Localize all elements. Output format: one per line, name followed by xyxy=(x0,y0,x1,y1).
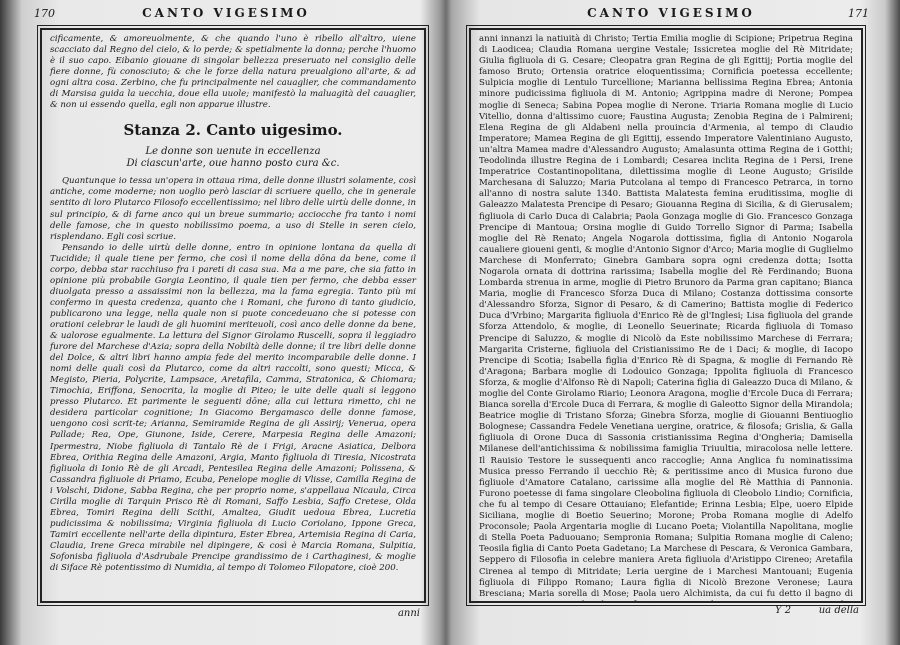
left-intro-paragraph: cificamente, & amoreuolmente, & che quando l'uno è ribello all'altro, uiene scacciato dal Regno del cielo, & lo perde; & spetialmente la donna; perche l'huomo è il suo capo. Eibanio giouane di singolar bellezza preseruato nel consiglio delle fiere donne, fù conosciuto; & che le forze della natura preualgiono all'arte, & ad ogni altra cosa. Zerbino, che fu principalmente nel cauaglier, che commandamento di Marsisa guida la uecchia, doue ella uuole; manifestò la maluagità del cauaglier, & non ui essendo quella, egli non apparue illustre. xyxy=(50,34,416,111)
right-text-block xyxy=(471,30,861,603)
right-page-header xyxy=(455,6,887,24)
left-body-paragraph-2: Pensando io delle uirtù delle donne, entro in opinione lontana da quella di Tucidide; il quale tiene per fermo, che così il nome della dōna da bene, come il corpo, debba star racchiuso fra i pareti di casa sua. Ma a me pare, che sia fatto in opinione più probabile Gorgia Leontino, il quale tien per fermo, che debba esser diuolgata presso a assaissimi non la bellezza, ma la fama egregia. Tanto più mi confermo in questa credenza, quanto che i Romani, che furono di tanto giudicio, publicarono una legge, nella quale non si puote concedeuano che si potesse con orationi celebrar le laudi de gli huomini meriteuoli, così anco delle donne da bene, & ualorose egualmente. La lettura del Signor Girolamo Ruscelli, sopra il leggiadro furore del Marchese d'Azia; sopra della Nobiltà delle donne; il tre libri delle donne del Dolce, & altri libri hanno ampia fede del merito incomparabile delle donne. I nomi delle quali così da Plutarco, come da altri raccolti, sono questi; Micca, & Megisto, Pieria, Polycrite, Lampsace, Aretafila, Camma, Stratonica, & Chiomara; Timochia, Eriffona, Senocrita, la moglie di Piteo; le uite delle quali si leggono presso Plutarco. Et parimente le seguenti dōne; alla cui lettura rimetto, chi ne desidera particolar cognitione; In Giacomo Bergamasco delle donne famose, uengono così scrit-te; Arianna, Semiramide Regina de gli Assirij; Venerua, opera Pallade; Rea, Ope, Giunone, Iside, Cerere, Marpesia Regina delle Amazoni; Ipermestra, Niobe figliuola di Tantalo Rè de i Frigi, Aracne Asiatica, Delbora Ebrea, Orithia Regina delle Amazoni, Argia, Manto figliuola di Tiresia, Nicostrata figliuola di Ionio Rè de gli Arcadi, Pentesilea Regina delle Amazoni; Polissena, & Cassandra figliuole di Priamo, Ecuba, Penelope moglie di Vlisse, Camilla Regina de i Volschi, Didone, Sabba Regina, che per proprio nome, s'appellaua Nicaula, Circa Cirilla moglie di Tarquin Prisco Rè di Romani, Saffo Lesbia, Saffo Cretese, Olda Ebrea, Tomiri Regina delli Scithi, Amaltea, Giudit uedoua Ebrea, Lucretia pudicissima & nobilissima; Virginia figliuola di Lucio Coriolano, Ippone Greca, Tamiri eccellente nell'arte della dipintura, Ester Ebrea, Artemisia Regina di Caria, Claudia, Irene Greca mirabile nel dipingere, & così è Marcia Romana, Sulpitia, Sofonisba figliuola d'Asdrubale Prencipe grandissimo de i Carthaginesi, & moglie di Siface Rè potentissimo di Numidia, al tempo di Tolomeo Filopatore, cioè 200. xyxy=(50,242,416,574)
epigraph-line-1: Le donne son uenute in eccellenza xyxy=(145,146,321,158)
left-page xyxy=(12,0,440,645)
signature-mark: Y 2 xyxy=(775,605,792,616)
epigraph-line-2: Di ciascun'arte, oue hanno posto cura &c. xyxy=(126,158,340,170)
left-body-paragraph-1: Quantunque io tessa un'opera in ottaua rima, delle donne illustri solamente, così antiche, come moderne; non uoglio però lasciar di scriuere quello, che in generale sentito di loro Plutarco Filosofo eccellentissimo; nel libro delle uirtù delle donne, in sul principio, & di farne anco qui un breue summario; acciocche fra tanto i nomi delle famose, che in questo nobilissimo poema, a uso di Stelle in seren cielo, risplendano. Egli così scriue. xyxy=(50,176,416,242)
left-footer xyxy=(398,608,420,619)
left-page-header xyxy=(12,6,440,24)
right-footer xyxy=(485,605,859,619)
left-running-head: CANTO VIGESIMO xyxy=(142,6,310,20)
right-text-frame xyxy=(469,28,863,603)
right-body-paragraph: anni innanzi la natiuità di Christo; Tertia Emilia moglie di Scipione; Pripetrua Regina di Laodicea; Claudia Romana uergine Vestale; Issicretea moglie del Rè Mitridate; Giulia figliuola di G. Cesare; Cleopatra gran Regina de gli Egittij; Portia moglie del famoso Bruto; Ortensia oratrice eloquentissima; Cornificia poetessa eccellente; Sulpicia moglie di Lentulo Turcellione; Marianna bellissima Regina Ebrea; Antonia minore pudicissima figliuola di M. Antonio; Agrippina madre di Nerone; Pompea moglie di Seneca; Sabina Popea moglie di Nerone. Triaria Romana moglie di Lucio Vitellio, donna d'altissimo cuore; Faustina Augusta; Zenobia Regina de i Palmireni; Elena Regina de gli Aldabeni nella prouincia d'Armenia, al tempo di Claudio Imperatore; Mamea Regina de gli Egittij, essendo Imperatore Valentiniano Augusto, un'altra Mamea madre d'Alessandro Augusto; Amalasunta ottima Regina de i Gotthi; Teodolinda illustre Regina de i Lombardi; Cesarea inclita Regina de i Persi, Irene Imperatrice Costantinopolitana, dilettissima moglie di Leone Augusto; Grisilde Marchesana di Saluzzo; Maria Putcolana al tempo di Francesco Petrarca, in torno all'anno di nostra salute 1340. Battista Malatesta femina eruditissima, moglie di Galeazzo Malatesta Prencipe di Pesaro; Giouanna Regina di Sicilia, & di Gierusalem; figliuola di Carlo Duca di Calabria; Paola Gonzaga moglie di Gio. Francesco Gonzaga Prencipe di Mantoua; Orsina moglie di Guido Torrello Signor di Parma; Isabella moglie del Rè Renato; Angela Nogarola dottissima, figlia di Antonio Nogarola caualiere gioueni genti, & moglie d'Antonio Signor d'Arco; Maria moglie di Guglielmo Marchese di Monferrato; Ginebra Gambara sopra ogni credenza dotta; Isotta Nogarola ornata di dottrina rarissima; Isabella moglie del Rè Ferdinando; Buona Lombarda strenua in arme, moglie di Pietro Brunoro da Parma gran capitano; Bianca Maria, moglie di Francesco Sforza Duca di Milano; Costanza dottissima consorte d'Alessandro Sforza, Signor di Pesaro, & di Camerino; Battista moglie di Federico Duca d'Vrbino; Margarita figliuola d'Enrico Rè de gl'Inglesi; Lisa figliuola del grande Sforza Attendolo, & moglie, di Leonello Seuerinate; Ricarda figliuola di Tomaso Prencipe di Saluzzo, & moglie di Nicolò da Este nobilissimo Marchese di Ferrara; Margarita Cristerne, figliuola del Cristianissimo Re de i Daci; & moglie, di Iacopo Prencipe di Scotia; Isabella figlia d'Enrico Rè di Spagna, & moglie di Fernando Rè d'Aragona; Barbara moglie di Lodouico Gonzaga; Ippolita figliuola di Francesco Sforza, & moglie d'Alfonso Rè di Napoli; Caterina figlia di Galeazzo Duca di Milano, & moglie del Conte Girolamo Riario; Leonora Aragona, moglie d'Ercole Duca di Ferrara; Bianca sorella d'Ercole Duca di Ferrara, & moglie di Galeotto Signor della Mirandola; Beatrice moglie di Tristano Sforza; Ginebra Sforza, moglie di Giouanni Bentiuoglio Bolognese; Cassandra Fedele Venetiana uergine, oratrice, & filosofa; Grislia, & Galla figliuola di Orone Duca di Sassonia cristianissima Regina d'Ongheria; Damisella Milanese dell'antichissima & nobilissima famiglia Triuultia, miracolosa nelle lettere. Il Rauisio Testore le sussequenti anco raccoglie; Anna Anglica fu nominatissima Musica presso Ferrando il uecchio Rè; & peritissime anco di Musica furono due figliuole d'Amatore Catalano, carissime alla moglie del Rè Matthia di Pannonia. Furono poetesse di fama singolare Cleobolina figliuola di Cleobolo Lindio; Cornificia, che fu al tempo di Cesare Ottauiano; Elefantide; Erinna Lesbia; Elpe, uoero Elpide Siciliana, moglie di Boetio Seuerino; Morone; Proba Romana moglie di Adelfo Proconsole; Paola Argentaria moglie di Lucano Poeta; Violantilla Napolitana, moglie di Stella Poeta Paduouano; Sempronia Romana; Sulpitia Romana moglie di Caleno; Teosila figlia di Canto Poeta Gadetano; La Marchese di Pescara, & Veronica Gambara, Seppero di Filosofia in celebre maniera Areta figliuola d'Aristippo Cireneo; Aretafila Cirenea al tempo di Mitridate; Leria uergine de i Marchesi Mantouani; Eugenia figliuola di Filippo Romano; Laura figlia di Nicolò Brezone Veronese; Laura Bresciana; Maria sorella di Mose; Paola uero Alchimista, da cui fu detto il bagno di xyxy=(479,34,853,599)
left-text-block xyxy=(42,30,424,578)
left-page-number: 170 xyxy=(34,7,55,20)
left-text-frame xyxy=(40,28,426,603)
right-page-number: 171 xyxy=(848,7,869,20)
epigraph xyxy=(50,146,416,170)
left-catchword: anni xyxy=(397,608,420,619)
stanza-title: Stanza 2. Canto uigesimo. xyxy=(123,121,343,140)
right-catchword: ua della xyxy=(818,605,859,616)
right-running-head: CANTO VIGESIMO xyxy=(587,6,755,20)
right-page xyxy=(455,0,887,645)
